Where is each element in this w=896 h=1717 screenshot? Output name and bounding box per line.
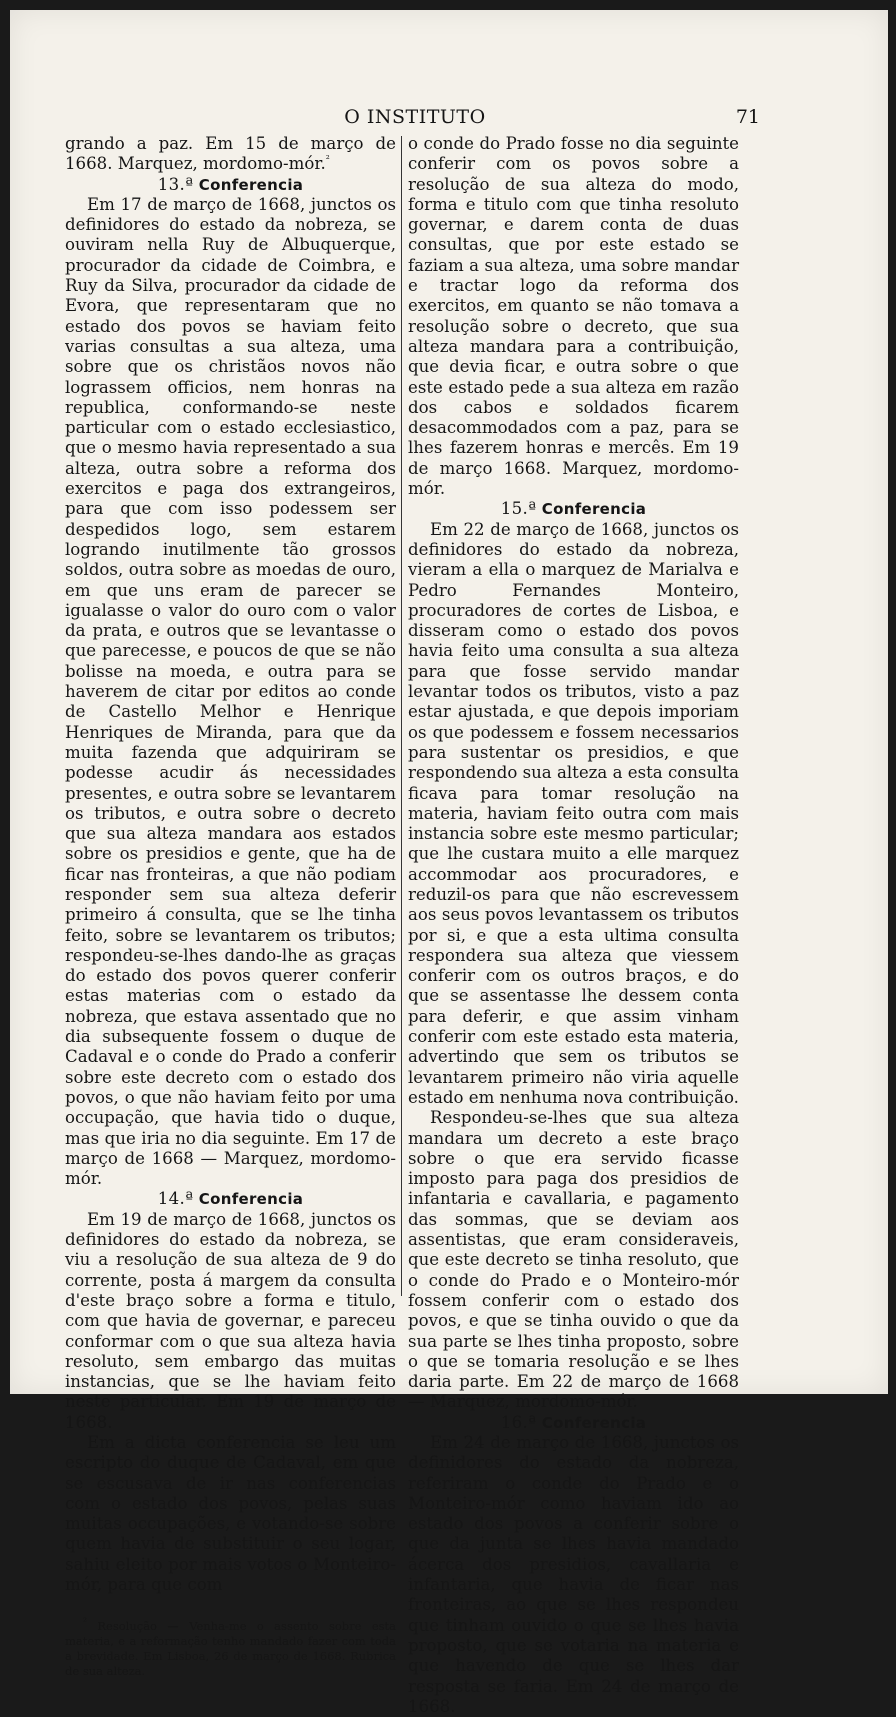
conference-14-label: Conferencia (198, 1190, 304, 1209)
footnote (65, 1613, 396, 1679)
running-header (70, 102, 760, 132)
column-divider (401, 136, 402, 1296)
conference-13-label: Conferencia (198, 175, 304, 194)
footnote-text: Resolução — Venha-me o assento sobre esta materia, e a reformação tenho mandado fazer com toda a brevidade. Em Lisboa, 26 de março de 1668. Rubrica de sua alteza. (65, 1619, 396, 1679)
conference-15-text-b: Respondeu-se-lhes que sua alteza mandara um decreto a este braço sobre o que era servido ficasse imposto para paga dos presidios de infantaria e cavallaria, e pagamento das sommas, que se deviam aos assentistas, que eram consideraveis, que este decreto se tinha resoluto, que o conde do Prado e o Monteiro-mór fossem conferir com o estado dos povos, e que se tinha ouvido o que da sua parte se lhes tinha proposto, sobre o que se tomaria resolução e se lhes daria parte. Em 22 de março de 1668 — Marquez, mordomo-mór. (408, 1108, 739, 1412)
footnote-ref: ² (325, 154, 330, 166)
conference-13-text: Em 17 de março de 1668, junctos os definidores do estado da nobreza, se ouviram nella Ruy de Albuquerque, procurador da cidade de Coimbra, e Ruy da Silva, procurador da cidade de Evora, que representaram que no estado dos povos se haviam feito varias consultas a sua alteza, uma sobre que os christãos novos não lograssem officios, nem honras na republica, conformando-se neste particular com o estado ecclesiastico, que o mesmo havia representado a sua alteza, outra sobre a reforma dos exercitos e paga dos extrangeiros, para que com isso podessem ser despedidos logo, sem estarem logrando inutilmente tão grossos soldos, outra sobre as moedas de ouro, em que uns eram de parecer se igualasse o valor do ouro com o valor da prata, e outros que se levantasse o que parecesse, e poucos de que se não bolisse na moeda, e outra para se haverem de citar por editos ao conde de Castello Melhor e Henrique Henriques de Miranda, para que da muita fazenda que adquiriram se podesse acudir ás necessidades presentes, e outra sobre se levantarem os tributos, e outra sobre o decreto que sua alteza mandara aos estados sobre os presidios e gente, que ha de ficar nas fronteiras, a que não podiam responder sem sua alteza deferir primeiro á consulta, que se lhe tinha feito, sobre se levantarem os tributos; respondeu-se-lhes dando-lhe as graças do estado dos povos querer conferir estas materias com o estado da nobreza, que estava assentado que no dia subsequente fossem o duque de Cadaval e o conde do Prado a conferir sobre este decreto com o estado dos povos, o que não haviam feito por uma occupação, que havia tido o duque, mas que iria no dia seguinte. Em 17 de março de 1668 — Marquez, mordomo-mór. (65, 194, 396, 1189)
intro-text: grando a paz. Em 15 de março de 1668. Marquez, mordomo-mór. (65, 134, 396, 174)
conference-16-label: Conferencia (541, 1413, 647, 1432)
conference-15-label: Conferencia (541, 500, 647, 519)
conference-14-heading (65, 1189, 396, 1209)
conference-14-text: Em 19 de março de 1668, junctos os definidores do estado da nobreza, se viu a resolução de sua alteza de 9 do corrente, posta á margem da consulta d'este braço sobre a forma e titulo, com que havia de governar, e pareceu conformar com o que sua alteza havia resoluto, sem embargo das muitas instancias, que se lhe haviam feito neste particular. Em 19 de março de 1668. (65, 1209, 396, 1432)
left-column (65, 134, 396, 1679)
journal-title: O INSTITUTO (344, 106, 486, 128)
conference-13-number: 13.ª (157, 174, 194, 194)
conference-15-heading (408, 499, 739, 519)
intro-paragraph (65, 134, 396, 175)
conference-15-text: Em 22 de março de 1668, junctos os definidores do estado da nobreza, vieram a ella o marquez de Marialva e Pedro Fernandes Monteiro, procuradores de cortes de Lisboa, e disseram como o estado dos povos havia feito uma consulta a sua alteza para que fosse servido mandar levantar todos os tributos, visto a paz estar ajustada, e que depois imporiam os que podessem e fossem necessarios para sustentar os presidios, e que respondendo sua alteza a esta consulta ficava para tomar resolução na materia, haviam feito outra com mais instancia sobre este mesmo particular; que lhe custara muito a elle marquez accommodar aos procuradores, e reduzil-os para que não escrevessem aos seus povos levantassem os tributos por si, e que a esta ultima consulta respondera sua alteza que viessem conferir com os outros braços, e do que se assentasse lhe dessem conta para deferir, e que assim vinham conferir com este estado esta materia, advertindo que sem os tributos se levantarem primeiro não viria aquelle estado em nenhuma nova contribuição. (408, 519, 739, 1107)
conference-14-number: 14.ª (157, 1189, 194, 1209)
conference-13-heading (65, 175, 396, 195)
footnote-mark: ² (83, 1617, 88, 1629)
conference-16-text: Em 24 de março de 1668, junctos os definidores do estado da nobreza, referiram o conde do Prado e o Monteiro-mór como haviam ido ao estado dos povos a conferir sobre o que da junta se lhes havia mandado ácerca dos presidios, cavallaria e infantaria, que havia de ficar nas fronteiras, ao que se lhes respondeu que tinham ouvido o que se lhes havia proposto, que se votaria na materia e que havendo de que se lhes dar resposta se faria. Em 24 de março de 1668. (408, 1433, 739, 1716)
continuation-paragraph: o conde do Prado fosse no dia seguinte conferir com os povos sobre a resolução de sua alteza do modo, forma e titulo com que tinha resoluto governar, e darem conta de duas consultas, que por este estado se faziam a sua alteza, uma sobre mandar e tractar logo da reforma dos exercitos, em quanto se não tomava a resolução sobre o decreto, que sua alteza mandara para a contribuição, que devia ficar, e outra sobre o que este estado pede a sua alteza em razão dos cabos e soldados ficarem desacommodados com a paz, para se lhes fazerem honras e mercês. Em 19 de março 1668. Marquez, mordomo-mór. (408, 134, 739, 499)
conference-15-number: 15.ª (500, 499, 537, 519)
conference-14-text-b: Em a dicta conferencia se leu um escripto do duque de Cadaval, em que se escusava de ir nas conferencias com o estado dos povos, pelas suas muitas occupações, e votando-se sobre quem havia de substituir o seu logar, sahiu eleito por mais votos o Monteiro-mór, para que com (65, 1433, 396, 1595)
conference-16-number: 16.ª (500, 1412, 537, 1432)
page-number: 71 (735, 106, 760, 128)
conference-16-heading (408, 1413, 739, 1433)
right-column (408, 134, 739, 1717)
